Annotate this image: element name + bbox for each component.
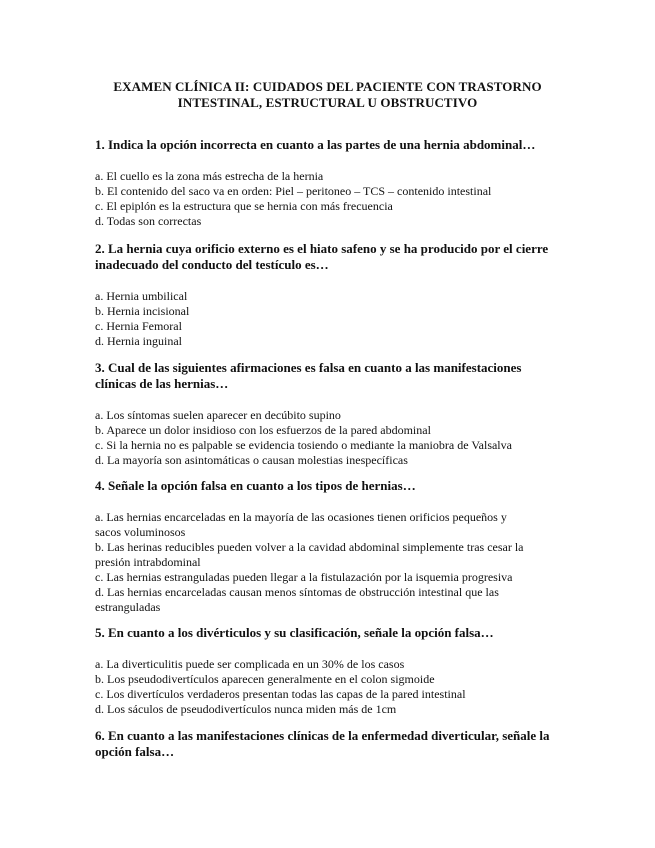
question-heading-line-2: opción falsa…	[95, 744, 175, 759]
question-heading-line-1: 3. Cual de las siguientes afirmaciones es falsa en cuanto a las manifestaciones	[95, 360, 522, 375]
option-b: b. Aparece un dolor insidioso con los esfuerzos de la pared abdominal	[95, 423, 431, 437]
title-line-2: INTESTINAL, ESTRUCTURAL U OBSTRUCTIVO	[177, 95, 478, 110]
option-d: d. Las hernias encarceladas causan menos síntomas de obstrucción intestinal que las	[95, 585, 499, 599]
option-d-continued: estranguladas	[95, 600, 161, 614]
question-5	[95, 625, 565, 717]
option-a: a. Hernia umbilical	[95, 289, 188, 303]
question-heading: 5. En cuanto a los divérticulos y su clasificación, señale la opción falsa…	[95, 625, 494, 640]
option-list	[95, 657, 565, 717]
option-c: c. Las hernias estranguladas pueden llegar a la fistulazación por la isquemia progresiva	[95, 570, 513, 584]
question-6	[95, 728, 565, 760]
option-d: d. Todas son correctas	[95, 214, 202, 228]
option-a-continued: sacos voluminosos	[95, 525, 186, 539]
question-heading: 1. Indica la opción incorrecta en cuanto a las partes de una hernia abdominal…	[95, 137, 536, 152]
option-d: d. La mayoría son asintomáticas o causan molestias inespecíficas	[95, 453, 408, 467]
option-c: c. Los divertículos verdaderos presentan todas las capas de la pared intestinal	[95, 687, 466, 701]
option-b: b. Los pseudodivertículos aparecen generalmente en el colon sigmoide	[95, 672, 435, 686]
question-heading-line-2: inadecuado del conducto del testículo es…	[95, 257, 329, 272]
question-heading-line-1: 6. En cuanto a las manifestaciones clínicas de la enfermedad diverticular, señale la	[95, 728, 550, 743]
title-line-1: EXAMEN CLÍNICA II: CUIDADOS DEL PACIENTE CON TRASTORNO	[113, 79, 542, 94]
option-c: c. El epiplón es la estructura que se hernia con más frecuencia	[95, 199, 393, 213]
question-4	[95, 478, 565, 615]
question-3	[95, 360, 565, 468]
option-c: c. Si la hernia no es palpable se evidencia tosiendo o mediante la maniobra de Valsalva	[95, 438, 512, 452]
option-list	[95, 169, 565, 229]
option-b: b. Hernia incisional	[95, 304, 190, 318]
option-list	[95, 289, 565, 349]
option-a: a. Los síntomas suelen aparecer en decúbito supino	[95, 408, 341, 422]
document-title	[60, 79, 595, 111]
option-b: b. El contenido del saco va en orden: Piel – peritoneo – TCS – contenido intestinal	[95, 184, 492, 198]
question-1	[95, 137, 565, 229]
option-a: a. La diverticulitis puede ser complicada en un 30% de los casos	[95, 657, 405, 671]
option-list	[95, 510, 565, 615]
option-a: a. Las hernias encarceladas en la mayoría de las ocasiones tienen orificios pequeños y	[95, 510, 507, 524]
option-b-continued: presión intrabdominal	[95, 555, 201, 569]
option-a: a. El cuello es la zona más estrecha de la hernia	[95, 169, 324, 183]
option-b: b. Las herinas reducibles pueden volver a la cavidad abdominal simplemente tras cesar la	[95, 540, 524, 554]
question-heading: 4. Señale la opción falsa en cuanto a los tipos de hernias…	[95, 478, 416, 493]
question-2	[95, 241, 565, 349]
question-heading-line-1: 2. La hernia cuya orificio externo es el hiato safeno y se ha producido por el cierre	[95, 241, 549, 256]
option-d: d. Los sáculos de pseudodivertículos nunca miden más de 1cm	[95, 702, 397, 716]
question-heading-line-2: clínicas de las hernias…	[95, 376, 229, 391]
option-c: c. Hernia Femoral	[95, 319, 182, 333]
option-d: d. Hernia inguinal	[95, 334, 182, 348]
option-list	[95, 408, 565, 468]
